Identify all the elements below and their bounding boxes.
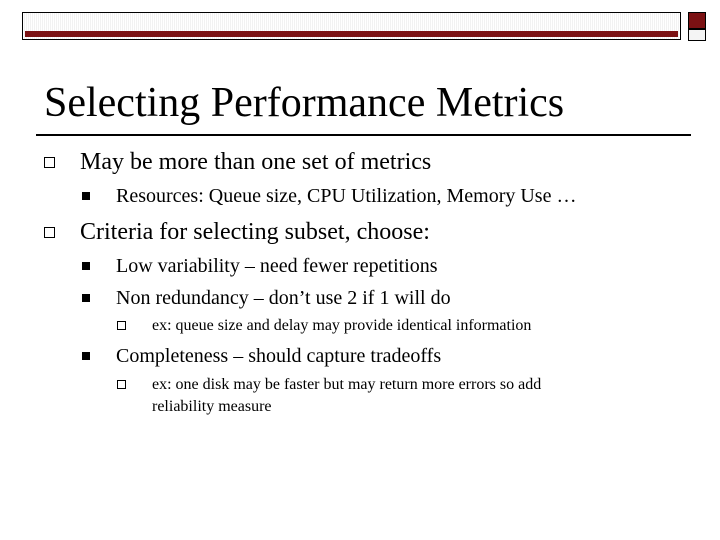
hollow-square-bullet-icon [117, 380, 126, 389]
header-decoration-bar [22, 12, 681, 40]
hollow-square-bullet-icon [44, 157, 55, 168]
sub-sub-bullet-text-continuation: reliability measure [152, 398, 272, 415]
filled-square-bullet-icon [82, 294, 90, 302]
slide-title: Selecting Performance Metrics [44, 80, 565, 126]
sub-sub-bullet-text: ex: queue size and delay may provide identical information [152, 317, 532, 334]
filled-square-bullet-icon [82, 262, 90, 270]
filled-square-bullet-icon [82, 352, 90, 360]
sub-sub-bullet-text: ex: one disk may be faster but may return more errors so add [152, 376, 542, 393]
bullet-text: Criteria for selecting subset, choose: [80, 219, 430, 245]
header-decoration-square-top [688, 12, 706, 29]
sub-bullet-text: Resources: Queue size, CPU Utilization, Memory Use … [116, 185, 577, 207]
sub-bullet-text: Low variability – need fewer repetitions [116, 255, 438, 277]
hollow-square-bullet-icon [117, 321, 126, 330]
title-underline [36, 134, 691, 136]
bullet-text: May be more than one set of metrics [80, 149, 432, 175]
sub-bullet-text: Completeness – should capture tradeoffs [116, 345, 442, 367]
filled-square-bullet-icon [82, 192, 90, 200]
sub-bullet-text: Non redundancy – don’t use 2 if 1 will do [116, 287, 451, 309]
header-decoration-square-bottom [688, 29, 706, 41]
hollow-square-bullet-icon [44, 227, 55, 238]
